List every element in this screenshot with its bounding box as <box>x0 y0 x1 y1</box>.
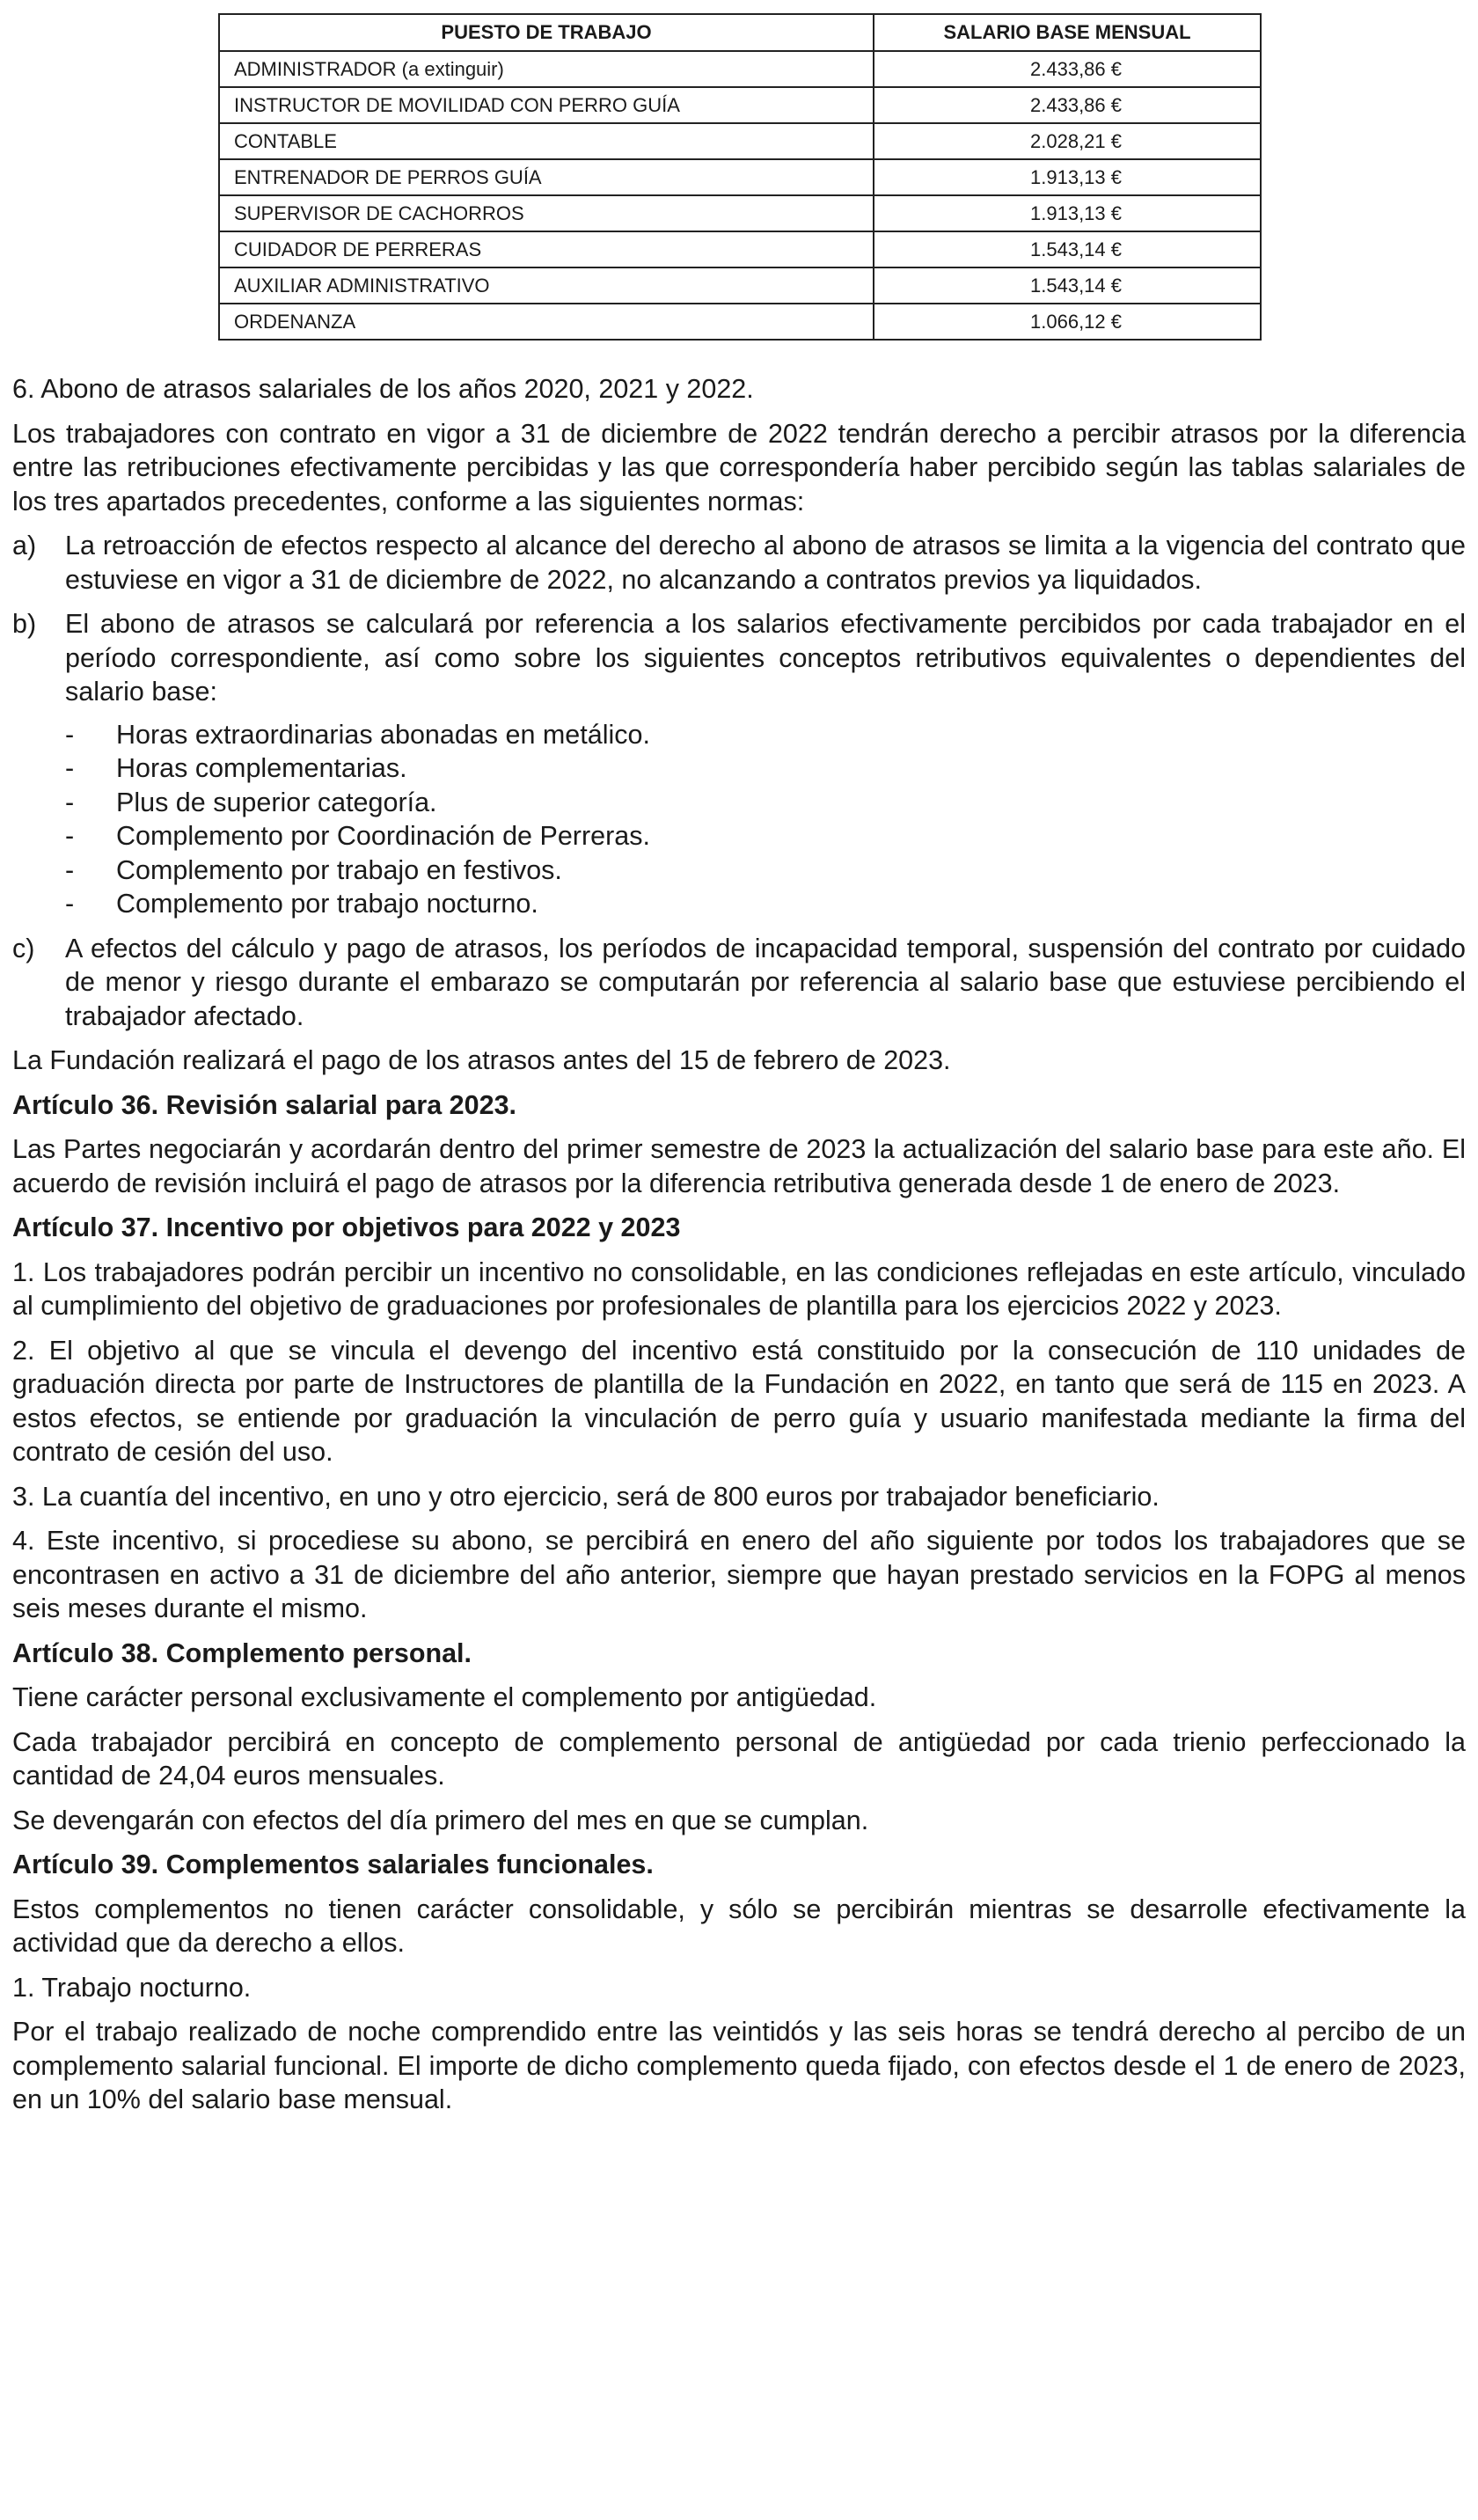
salary-table <box>218 13 1262 341</box>
table-row <box>219 231 1261 267</box>
salary-cell: 1.913,13 € <box>874 195 1261 231</box>
list-item-b <box>12 607 1466 709</box>
bullet-text: Complemento por trabajo en festivos. <box>116 854 562 885</box>
list-label: a) <box>12 531 37 560</box>
job-title-cell: ENTRENADOR DE PERROS GUÍA <box>219 159 874 195</box>
article-39-heading: Artículo 39. Complementos salariales funcionales. <box>12 1850 654 1879</box>
article-38-paragraph: Se devengarán con efectos del día primero del mes en que se cumplan. <box>12 1805 869 1835</box>
salary-cell: 2.028,21 € <box>874 123 1261 159</box>
document-body <box>12 372 1466 2128</box>
dash-marker: - <box>65 787 75 817</box>
dash-marker: - <box>65 719 75 750</box>
salary-cell: 2.433,86 € <box>874 87 1261 123</box>
article-37-heading: Artículo 37. Incentivo por objetivos para 2022 y 2023 <box>12 1212 681 1242</box>
article-37-paragraph: 1. Los trabajadores podrán percibir un incentivo no consolidable, en las condiciones reflejadas en este artículo, vinculado al cumplimiento del objetivo de graduaciones por profesionales de plantilla para los ejercicios 2022 y 2023. <box>12 1256 1466 1321</box>
column-header: SALARIO BASE MENSUAL <box>874 14 1261 51</box>
job-title-cell: SUPERVISOR DE CACHORROS <box>219 195 874 231</box>
list-label: b) <box>12 609 37 639</box>
list-item-c <box>12 932 1466 1034</box>
dash-marker: - <box>65 889 75 919</box>
concepts-list <box>65 718 1466 921</box>
salary-cell: 2.433,86 € <box>874 51 1261 87</box>
salary-cell: 1.913,13 € <box>874 159 1261 195</box>
article-39-paragraph: 1. Trabajo nocturno. <box>12 1972 252 2003</box>
section-6-intro: Los trabajadores con contrato en vigor a 31 de diciembre de 2022 tendrán derecho a percibir atrasos por la diferencia entre las retribuciones efectivamente percibidas y las que correspondería haber percibido según las tablas salariales de los tres apartados precedentes, conforme a las siguientes normas: <box>12 418 1466 516</box>
section-6-closing: La Fundación realizará el pago de los atrasos antes del 15 de febrero de 2023. <box>12 1045 951 1075</box>
list-text: El abono de atrasos se calculará por referencia a los salarios efectivamente percibidos por cada trabajador en el período correspondiente, así como sobre los siguientes conceptos retributivos equivalentes o dependientes del salario base: <box>65 609 1466 707</box>
article-38-heading: Artículo 38. Complemento personal. <box>12 1637 472 1668</box>
job-title-cell: INSTRUCTOR DE MOVILIDAD CON PERRO GUÍA <box>219 87 874 123</box>
article-38-paragraph: Tiene carácter personal exclusivamente el complemento por antigüedad. <box>12 1682 877 1712</box>
table-header-row <box>219 14 1261 51</box>
job-title-cell: ADMINISTRADOR (a extinguir) <box>219 51 874 87</box>
job-title-cell: CONTABLE <box>219 123 874 159</box>
column-header: PUESTO DE TRABAJO <box>219 14 874 51</box>
list-item <box>65 718 1466 752</box>
table-row <box>219 87 1261 123</box>
table-row <box>219 195 1261 231</box>
bullet-text: Horas complementarias. <box>116 753 407 783</box>
list-item <box>65 853 1466 888</box>
dash-marker: - <box>65 821 75 851</box>
article-37-paragraph: 2. El objetivo al que se vincula el devengo del incentivo está constituido por la consecución de 110 unidades de graduación directa por parte de Instructores de plantilla de la Fundación en 2022, en tanto que será de 115 en 2023. A estos efectos, se entiende por graduación la vinculación de perro guía y usuario manifestada mediante la firma del contrato de cesión del uso. <box>12 1335 1466 1467</box>
article-36-heading: Artículo 36. Revisión salarial para 2023. <box>12 1089 517 1120</box>
article-39-paragraph: Por el trabajo realizado de noche comprendido entre las veintidós y las seis horas se tendrá derecho al percibo de un complemento salarial funcional. El importe de dicho complemento queda fijado, con efectos desde el 1 de enero de 2023, en un 10% del salario base mensual. <box>12 2017 1466 2114</box>
table-row <box>219 159 1261 195</box>
salary-cell: 1.543,14 € <box>874 267 1261 304</box>
article-37-paragraph: 3. La cuantía del incentivo, en uno y otro ejercicio, será de 800 euros por trabajador beneficiario. <box>12 1481 1160 1512</box>
article-38-paragraph: Cada trabajador percibirá en concepto de complemento personal de antigüedad por cada trienio perfeccionado la cantidad de 24,04 euros mensuales. <box>12 1726 1466 1791</box>
section-6-title: 6. Abono de atrasos salariales de los años 2020, 2021 y 2022. <box>12 374 754 404</box>
job-title-cell: CUIDADOR DE PERRERAS <box>219 231 874 267</box>
bullet-text: Complemento por trabajo nocturno. <box>116 889 538 919</box>
bullet-text: Plus de superior categoría. <box>116 787 437 817</box>
list-item <box>65 751 1466 786</box>
list-item-a <box>12 529 1466 597</box>
bullet-text: Complemento por Coordinación de Perreras. <box>116 821 650 851</box>
job-title-cell: ORDENANZA <box>219 304 874 340</box>
list-label: c) <box>12 933 35 963</box>
table-row <box>219 304 1261 340</box>
table-row <box>219 123 1261 159</box>
list-text: A efectos del cálculo y pago de atrasos, los períodos de incapacidad temporal, suspensión del contrato por cuidado de menor y riesgo durante el embarazo se computarán por referencia al salario base que estuviese percibiendo el trabajador afectado. <box>65 933 1466 1031</box>
article-37-paragraph: 4. Este incentivo, si procediese su abono, se percibirá en enero del año siguiente por todos los trabajadores que se encontrasen en activo a 31 de diciembre del año anterior, siempre que hayan prestado servicios en la FOPG al menos seis meses durante el mismo. <box>12 1526 1466 1623</box>
table-row <box>219 51 1261 87</box>
list-item <box>65 786 1466 820</box>
job-title-cell: AUXILIAR ADMINISTRATIVO <box>219 267 874 304</box>
bullet-text: Horas extraordinarias abonadas en metálico. <box>116 719 650 750</box>
article-36-paragraph: Las Partes negociarán y acordarán dentro del primer semestre de 2023 la actualización del salario base para este año. El acuerdo de revisión incluirá el pago de atrasos por la diferencia retributiva generada desde 1 de enero de 2023. <box>12 1134 1466 1198</box>
dash-marker: - <box>65 854 75 885</box>
salary-cell: 1.066,12 € <box>874 304 1261 340</box>
list-text: La retroacción de efectos respecto al alcance del derecho al abono de atrasos se limita a la vigencia del contrato que estuviese en vigor a 31 de diciembre de 2022, no alcanzando a contratos previos ya liquidados. <box>65 531 1466 595</box>
salary-cell: 1.543,14 € <box>874 231 1261 267</box>
list-item <box>65 819 1466 853</box>
dash-marker: - <box>65 753 75 783</box>
table-row <box>219 267 1261 304</box>
article-39-paragraph: Estos complementos no tienen carácter consolidable, y sólo se percibirán mientras se desarrolle efectivamente la actividad que da derecho a ellos. <box>12 1894 1466 1958</box>
list-item <box>65 887 1466 921</box>
